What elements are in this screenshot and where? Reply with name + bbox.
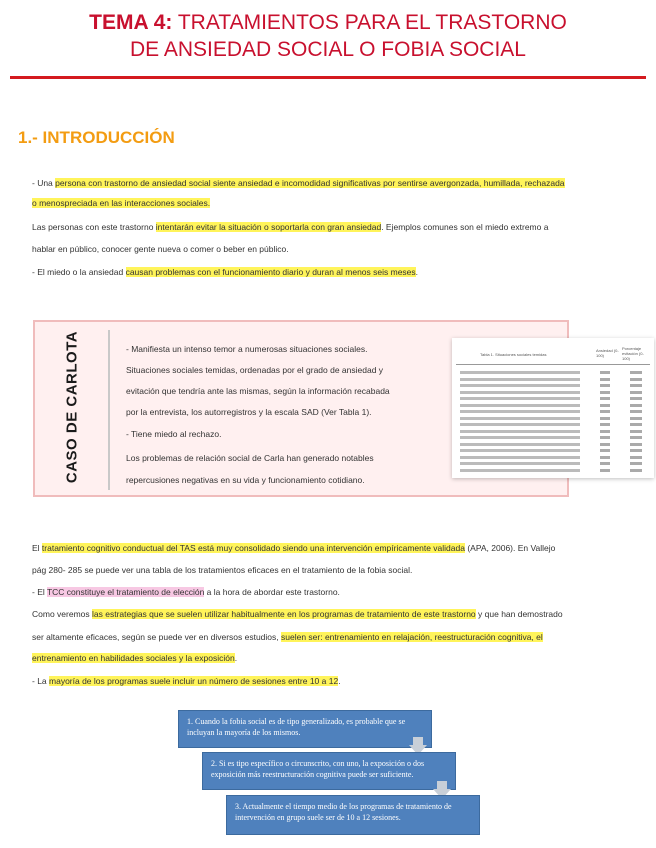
text-run: . Ejemplos comunes son el miedo extremo a	[381, 222, 549, 232]
table-title: Tabla 1. Situaciones sociales temidas	[480, 352, 547, 357]
body-paragraph-1	[32, 542, 632, 555]
highlight-run: persona con trastorno de ansiedad social siente ansiedad e incomodidad significativas por sentirse avergonzada, humillada, rechazada	[55, 178, 565, 188]
table-row	[460, 416, 650, 421]
text-run: (APA, 2006). En Vallejo	[464, 543, 556, 553]
intro-paragraph-1	[32, 177, 632, 190]
highlight-run: o menospreciada en las interacciones sociales.	[32, 198, 211, 208]
case-divider	[108, 330, 110, 490]
situations-table	[452, 338, 654, 478]
highlight-run: las estrategias que se suelen utilizar habitualmente en los programas de tratamiento de este trastorno	[92, 609, 476, 619]
table-row	[460, 429, 650, 434]
case-line: por la entrevista, los autorregistros y la escala SAD (Ver Tabla 1).	[126, 407, 372, 417]
table-row	[460, 396, 650, 401]
text-run: Las personas con este trastorno	[32, 222, 156, 232]
table-row	[460, 370, 650, 375]
title-divider	[10, 76, 646, 79]
text-run: y que han demostrado	[475, 609, 563, 619]
text-run: El	[32, 543, 42, 553]
intro-paragraph-1-cont	[32, 197, 632, 210]
text-run: .	[415, 267, 419, 277]
table-row	[460, 455, 650, 460]
text-run: .	[338, 676, 341, 686]
case-line: evitación que tendría ante las mismas, según la información recabada	[126, 386, 390, 396]
table-header	[456, 344, 650, 365]
table-row	[460, 442, 650, 447]
body-paragraph-3-cont	[32, 631, 632, 644]
case-label-text: CASO DE CARLOTA	[63, 330, 81, 484]
intro-paragraph-3	[32, 266, 632, 279]
body-paragraph-1-cont: pág 280- 285 se puede ver una tabla de los tratamientos eficaces en el tratamiento de la fobia social.	[32, 565, 413, 575]
case-line: Los problemas de relación social de Carla han generado notables	[126, 453, 374, 463]
text-run: - El	[32, 587, 47, 597]
section-heading: 1.- INTRODUCCIÓN	[18, 128, 175, 147]
table-col-anxiety: Ansiedad (0-100)	[596, 348, 619, 358]
highlight-run: intentarán evitar la situación o soportarla con gran ansiedad	[155, 222, 382, 232]
text-run: .	[234, 653, 238, 663]
text-run: a la hora de abordar este trastorno.	[204, 587, 340, 597]
title-line1: TRATAMIENTOS PARA EL TRASTORNO	[177, 11, 567, 34]
page-title	[0, 10, 656, 35]
text-run: - Una	[32, 178, 56, 188]
case-line: - Manifiesta un intenso temor a numerosas situaciones sociales.	[126, 344, 368, 354]
highlight-run: suelen ser: entrenamiento en relajación, reestructuración cognitiva, el	[281, 632, 543, 642]
text-run: ser altamente eficaces, según se puede ver en diversos estudios,	[32, 632, 282, 642]
case-label	[42, 325, 102, 490]
table-row	[460, 383, 650, 388]
table-row	[460, 468, 650, 473]
table-row	[460, 409, 650, 414]
highlight-run: tratamiento cognitivo conductual del TAS está muy consolidado siendo una intervención empíricamente validada	[41, 543, 465, 553]
case-line: - Tiene miedo al rechazo.	[126, 429, 222, 439]
title-prefix: TEMA 4:	[89, 11, 173, 34]
body-paragraph-3-cont2	[32, 652, 632, 665]
highlight-run: entrenamiento en habilidades sociales y la exposición	[32, 653, 235, 663]
table-row	[460, 403, 650, 408]
page-title-line2: DE ANSIEDAD SOCIAL O FOBIA SOCIAL	[129, 38, 526, 61]
table-row	[460, 448, 650, 453]
body-paragraph-4	[32, 675, 632, 688]
body-paragraph-2	[32, 586, 632, 599]
flow-arrow-stem	[437, 781, 447, 789]
table-row	[460, 377, 650, 382]
flow-box-2: 2. Si es tipo específico o circunscrito, con uno, la exposición o dos exposición más reestructuración cognitiva puede ser suficiente.	[202, 752, 456, 790]
flow-box-3: 3. Actualmente el tiempo medio de los programas de tratamiento de intervención en grupo suele ser de 10 a 12 sesiones.	[226, 795, 480, 835]
intro-paragraph-2	[32, 221, 632, 234]
table-col-avoidance: Porcentaje evitación (0-100)	[622, 346, 644, 361]
body-paragraph-3	[32, 608, 632, 621]
text-run: - El miedo o la ansiedad	[32, 267, 126, 277]
flow-box-1: 1. Cuando la fobia social es de tipo generalizado, es probable que se incluyan la mayoría de los mismos.	[178, 710, 432, 748]
table-row	[460, 461, 650, 466]
highlight-run: causan problemas con el funcionamiento diario y duran al menos seis meses	[125, 267, 416, 277]
text-run: - La	[32, 676, 50, 686]
table-row	[460, 422, 650, 427]
text-run: Como veremos	[32, 609, 92, 619]
case-line: repercusiones negativas en su vida y funcionamiento cotidiano.	[126, 475, 365, 485]
flow-arrow-stem	[413, 737, 423, 745]
case-line: Situaciones sociales temidas, ordenadas por el grado de ansiedad y	[126, 365, 384, 375]
table-row	[460, 435, 650, 440]
highlight-run: mayoría de los programas suele incluir un número de sesiones entre 10 a 12	[49, 676, 339, 686]
intro-paragraph-2-cont: hablar en público, conocer gente nueva o comer o beber en público.	[32, 244, 289, 254]
highlight-run: TCC constituye el tratamiento de elección	[46, 587, 205, 597]
table-row	[460, 390, 650, 395]
